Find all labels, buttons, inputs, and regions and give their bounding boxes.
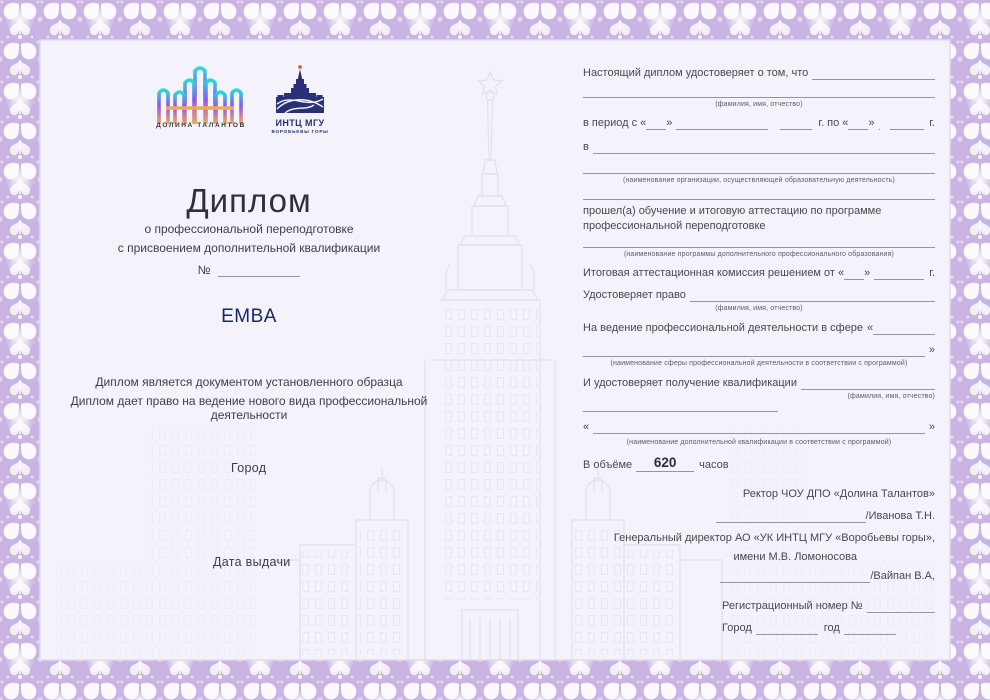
city-year-row [722, 621, 912, 635]
certifies-blank [812, 66, 935, 80]
diploma-subtitle-2: с присвоением дополнительной квалификации [117, 241, 381, 255]
fio-caption-3: (фамилия, имя, отчество) [847, 393, 935, 400]
qualification-row [583, 376, 935, 390]
qualification-line-2 [583, 398, 935, 412]
director-signature-blank [720, 569, 870, 583]
sphere-open-quote: « [867, 322, 874, 334]
commission-label: Итоговая аттестационная комиссия решением от « [583, 267, 845, 279]
year-blank [844, 621, 896, 635]
sphere-caption: (наименование сферы профессиональной деятельности в соответствии с программой) [610, 360, 908, 367]
period-to-year-blank [890, 116, 924, 130]
fio-blank [583, 84, 935, 98]
certifies-label: Настоящий диплом удостоверяет о том, что [583, 67, 809, 79]
period-to-day-blank [848, 116, 868, 130]
city-label-left: Город [231, 461, 267, 475]
organization-blank-3 [583, 186, 935, 200]
diploma-note-2: Диплом дает право на ведение нового вида профессиональной деятельности [70, 394, 428, 422]
sphere-label: На ведение профессиональной деятельности в сфере [583, 322, 864, 334]
intc-mgu-logo-title: ИНТЦ МГУ [275, 118, 325, 128]
diploma-number-label: № [197, 263, 211, 277]
qual-close-quote: » [928, 421, 935, 433]
dolina-talantov-logo-icon [153, 62, 247, 126]
period-from-year-blank [780, 116, 812, 130]
commission-row [583, 266, 935, 280]
rector-sign-row [583, 509, 935, 523]
sphere-close-quote: » [928, 344, 935, 356]
director-title-1: Генеральный директор АО «УК ИНТЦ МГУ «Воробьевы горы», [613, 532, 935, 544]
right-holder-blank [690, 288, 935, 302]
right-holder-row [583, 288, 935, 302]
right-holder-label: Удостоверяет право [583, 289, 686, 301]
dolina-talantov-logo-label: ДОЛИНА ТАЛАНТОВ [156, 122, 246, 129]
qualification-label: И удостоверяет получение квалификации [583, 377, 797, 389]
registration-blank [867, 599, 935, 613]
organization-blank-1 [593, 140, 935, 154]
qualification-blank-2 [583, 398, 778, 412]
organization-blank-2 [583, 160, 935, 174]
period-row [583, 116, 935, 130]
volume-hours-value: 620 [636, 455, 694, 472]
intc-mgu-logo-subtitle: ВОРОБЬЕВЫ ГОРЫ [271, 129, 329, 134]
period-from-day-blank [646, 116, 666, 130]
organization-row [583, 140, 935, 154]
passed-paragraph [583, 204, 935, 234]
program-blank [583, 234, 935, 248]
fio-caption-2: (фамилия, имя, отчество) [715, 305, 803, 312]
city-label-right: Город [722, 622, 752, 634]
qualification-name-blank [593, 420, 925, 434]
volume-units: часов [699, 459, 729, 471]
commission-quote: » [864, 267, 871, 279]
rector-title-row [583, 487, 935, 501]
certifies-row [583, 66, 935, 80]
fio-line-row [583, 84, 935, 98]
commission-year-suffix: г. [929, 267, 935, 279]
organization-caption: (наименование организации, осуществляющей образовательную деятельность) [622, 177, 896, 184]
rector-title: Ректор ЧОУ ДПО «Долина Талантов» [742, 488, 935, 500]
period-from-quote: » [666, 117, 673, 129]
rector-signature-blank [716, 509, 866, 523]
qualification-caption: (наименование дополнительной квалификации в соответствии с программой) [626, 439, 892, 446]
rector-signature-name: /Иванова Т.Н. [865, 510, 935, 522]
director-title-row [583, 531, 935, 545]
sphere-line-2 [583, 343, 935, 357]
director-signature-name: /Вайпан В.А, [870, 570, 935, 582]
registration-row [722, 599, 935, 613]
passed-line-1: прошел(а) обучение и итоговую аттестацию по программе [583, 205, 882, 217]
director-title-2: имени М.В. Ломоносова [733, 551, 857, 563]
city-blank [756, 621, 818, 635]
period-from-label: в период с « [583, 117, 647, 129]
passed-line-2: профессиональной переподготовке [583, 220, 766, 232]
sphere-blank-1 [873, 321, 935, 335]
qualification-name-row [583, 420, 935, 434]
sphere-row [583, 321, 935, 335]
organization-line-3 [583, 186, 935, 200]
diploma-subtitle-1: о профессиональной переподготовке [144, 222, 354, 236]
period-to-quote: » [868, 117, 875, 129]
volume-label: В объёме [583, 459, 633, 471]
director-title-row-2 [583, 550, 935, 564]
diploma-number-row [58, 263, 440, 277]
registration-label: Регистрационный номер № [722, 600, 863, 612]
period-to-label: г. по « [818, 117, 849, 129]
commission-day-blank [844, 266, 864, 280]
program-caption: (наименование программы дополнительного профессионального образования) [623, 251, 895, 258]
director-sign-row [583, 569, 935, 583]
commission-date-blank [874, 266, 924, 280]
period-from-month-blank [676, 116, 768, 130]
in-label: в [583, 141, 589, 153]
issue-date-label: Дата выдачи [213, 555, 291, 569]
diploma-title: Диплом [186, 182, 312, 219]
intc-mgu-logo-icon [268, 64, 332, 116]
diploma-note-1: Диплом является документом установленного образца [95, 375, 403, 389]
program-line-row [583, 234, 935, 248]
period-year-suffix: г. [929, 117, 935, 129]
qual-open-quote: « [583, 421, 590, 433]
year-label: год [823, 622, 840, 634]
sphere-blank-2 [583, 343, 925, 357]
qualification-blank-1 [801, 376, 935, 390]
program-name: EMBA [221, 306, 277, 327]
fio-caption-1: (фамилия, имя, отчество) [715, 101, 803, 108]
organization-line-2 [583, 160, 935, 174]
diploma-number-blank [218, 263, 300, 277]
volume-row [583, 455, 935, 472]
